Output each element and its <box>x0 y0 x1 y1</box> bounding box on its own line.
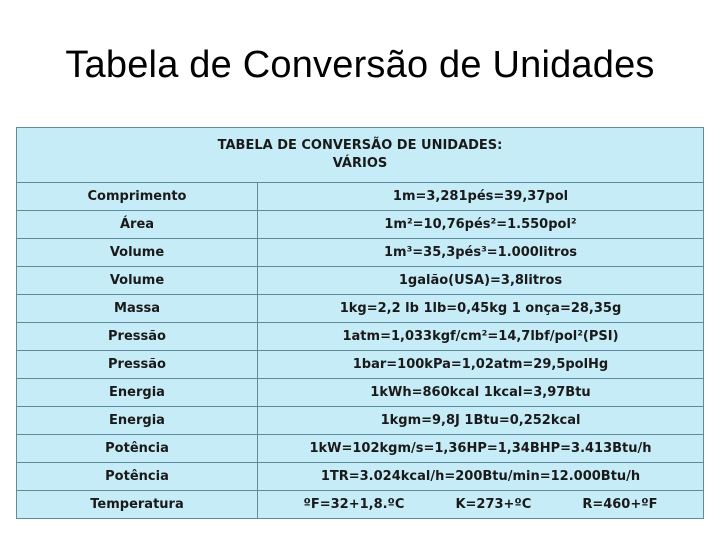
row-value: 1m²=10,76pés²=1.550pol² <box>258 211 704 239</box>
row-label: Temperatura <box>17 491 258 519</box>
row-label: Potência <box>17 463 258 491</box>
table-row <box>17 407 704 435</box>
row-label: Comprimento <box>17 183 258 211</box>
table-row <box>17 267 704 295</box>
table-row <box>17 351 704 379</box>
row-value: 1galão(USA)=3,8litros <box>258 267 704 295</box>
row-label: Pressão <box>17 351 258 379</box>
row-value: 1kW=102kgm/s=1,36HP=1,34BHP=3.413Btu/h <box>258 435 704 463</box>
row-label: Volume <box>17 267 258 295</box>
table-row <box>17 183 704 211</box>
row-value: 1atm=1,033kgf/cm²=14,7lbf/pol²(PSI) <box>258 323 704 351</box>
row-label: Área <box>17 211 258 239</box>
table-row <box>17 323 704 351</box>
table-header-cell <box>17 128 704 183</box>
row-label: Massa <box>17 295 258 323</box>
table-row-temperature <box>17 491 704 519</box>
table-row <box>17 239 704 267</box>
temperature-kelvin-formula: K=273+ºC <box>455 497 532 512</box>
table-row <box>17 435 704 463</box>
row-value: 1kgm=9,8J 1Btu=0,252kcal <box>258 407 704 435</box>
row-label: Energia <box>17 407 258 435</box>
table-row <box>17 379 704 407</box>
row-value: 1TR=3.024kcal/h=200Btu/min=12.000Btu/h <box>258 463 704 491</box>
conversion-table <box>16 127 704 519</box>
table-header-row <box>17 128 704 183</box>
row-label: Pressão <box>17 323 258 351</box>
row-label: Potência <box>17 435 258 463</box>
temperature-fahrenheit-formula: ºF=32+1,8.ºC <box>303 497 405 512</box>
row-value: 1kg=2,2 lb 1lb=0,45kg 1 onça=28,35g <box>258 295 704 323</box>
row-value: 1m=3,281pés=39,37pol <box>258 183 704 211</box>
row-value: 1bar=100kPa=1,02atm=29,5polHg <box>258 351 704 379</box>
table-header-subtitle: VÁRIOS <box>332 156 388 171</box>
row-label: Energia <box>17 379 258 407</box>
table-header-title: TABELA DE CONVERSÃO DE UNIDADES: <box>217 138 503 153</box>
row-label: Volume <box>17 239 258 267</box>
row-value: 1kWh=860kcal 1kcal=3,97Btu <box>258 379 704 407</box>
table-row <box>17 211 704 239</box>
table-row <box>17 463 704 491</box>
temperature-rankine-formula: R=460+ºF <box>582 497 658 512</box>
table-row <box>17 295 704 323</box>
row-value: 1m³=35,3pés³=1.000litros <box>258 239 704 267</box>
row-value-temperature <box>258 491 704 519</box>
slide-title: Tabela de Conversão de Unidades <box>65 44 655 86</box>
